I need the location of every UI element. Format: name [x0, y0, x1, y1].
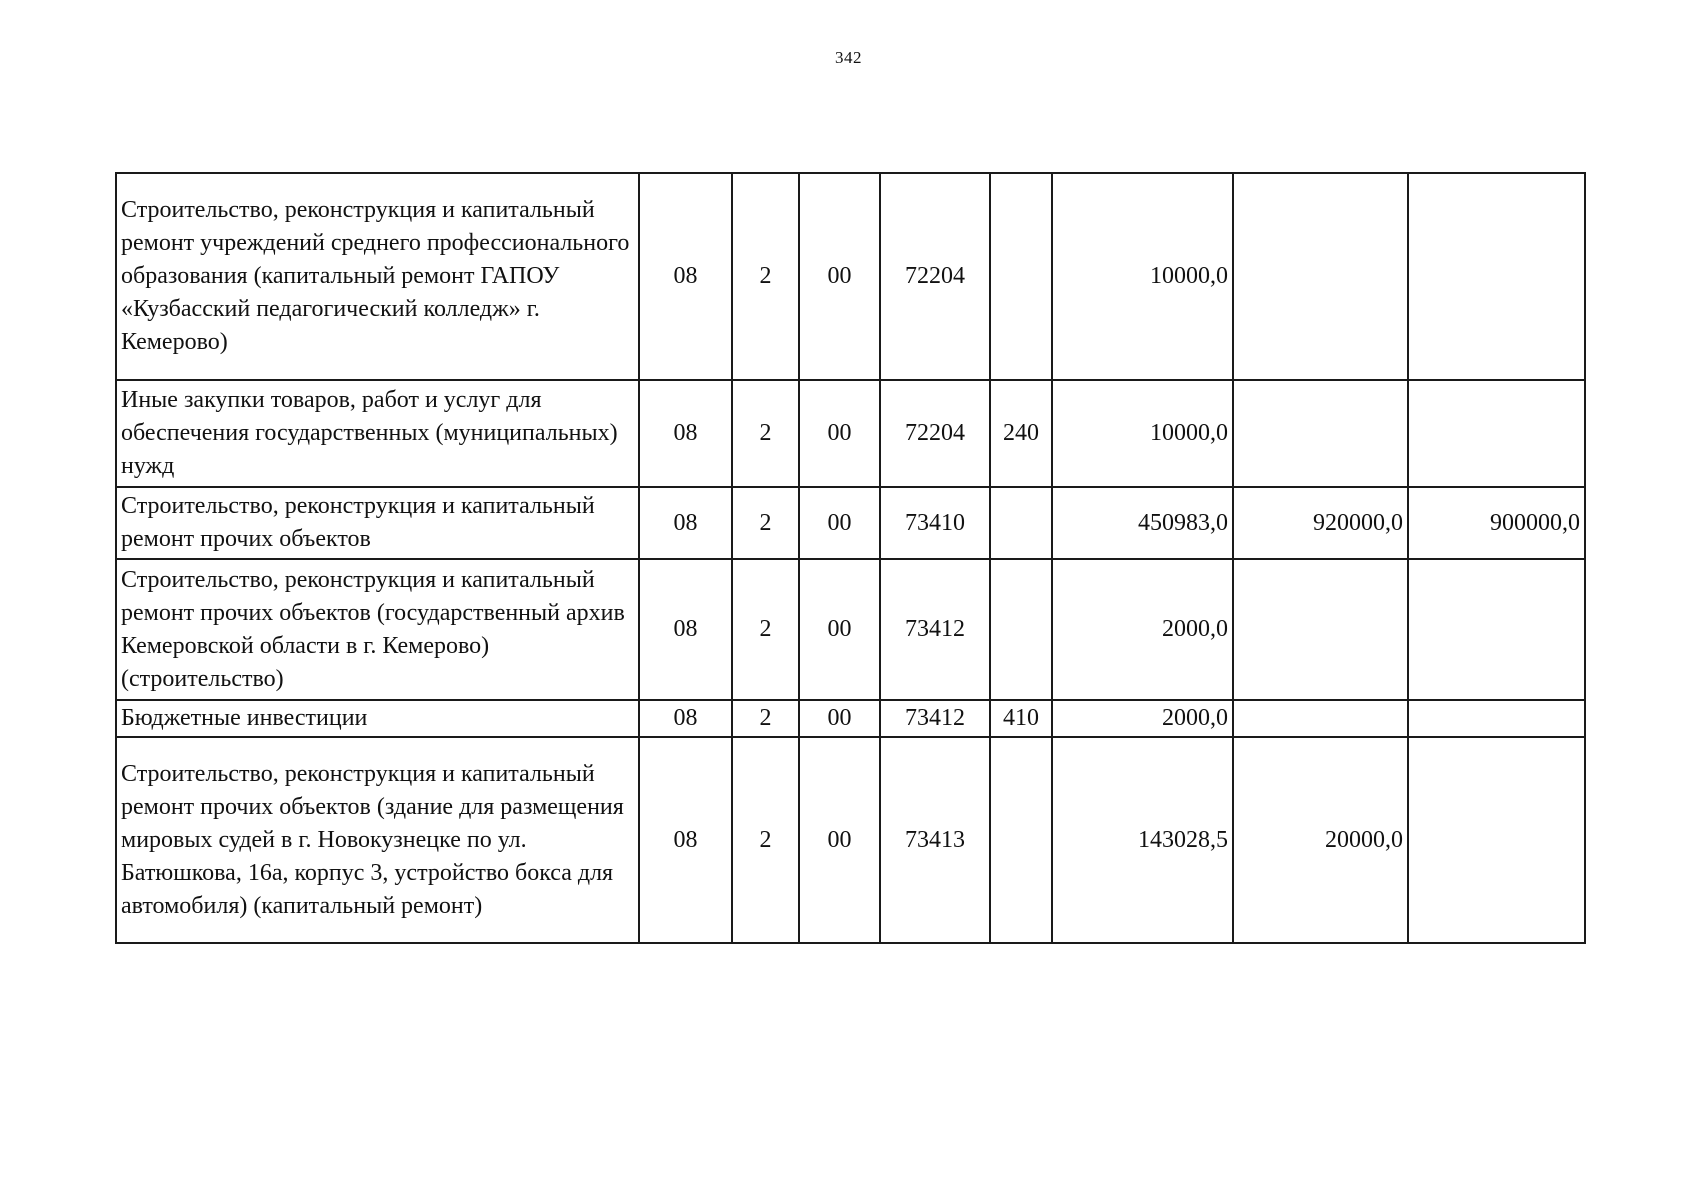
direction-code: 73412	[880, 700, 990, 737]
subprogram-code: 00	[799, 380, 880, 487]
section-code: 08	[639, 559, 732, 700]
amount-year-2	[1233, 559, 1408, 700]
row-name: Строительство, реконструкция и капитальный ремонт прочих объектов	[116, 487, 639, 559]
section-code: 08	[639, 173, 732, 380]
subprogram-code: 00	[799, 700, 880, 737]
program-code: 2	[732, 737, 799, 943]
row-name: Бюджетные инвестиции	[116, 700, 639, 737]
subprogram-code: 00	[799, 559, 880, 700]
direction-code: 72204	[880, 173, 990, 380]
direction-code: 73412	[880, 559, 990, 700]
subprogram-code: 00	[799, 173, 880, 380]
expense-type-code: 410	[990, 700, 1052, 737]
page-number: 342	[835, 48, 862, 67]
amount-year-1: 10000,0	[1052, 380, 1233, 487]
direction-code: 73410	[880, 487, 990, 559]
expense-type-code	[990, 173, 1052, 380]
amount-year-3: 900000,0	[1408, 487, 1585, 559]
table-row	[116, 737, 1585, 943]
amount-year-3	[1408, 700, 1585, 737]
expense-type-code: 240	[990, 380, 1052, 487]
direction-code: 72204	[880, 380, 990, 487]
direction-code: 73413	[880, 737, 990, 943]
section-code: 08	[639, 487, 732, 559]
table-row	[116, 487, 1585, 559]
amount-year-3	[1408, 559, 1585, 700]
section-code: 08	[639, 380, 732, 487]
amount-year-2	[1233, 173, 1408, 380]
amount-year-1: 2000,0	[1052, 559, 1233, 700]
amount-year-2	[1233, 380, 1408, 487]
amount-year-1: 450983,0	[1052, 487, 1233, 559]
expense-type-code	[990, 487, 1052, 559]
section-code: 08	[639, 700, 732, 737]
program-code: 2	[732, 559, 799, 700]
expense-type-code	[990, 737, 1052, 943]
amount-year-2: 920000,0	[1233, 487, 1408, 559]
row-name: Строительство, реконструкция и капитальный ремонт учреждений среднего профессионального образования (капитальный ремонт ГАПОУ «Кузбасский педагогический колледж» г. Кемерово)	[116, 173, 639, 380]
amount-year-2: 20000,0	[1233, 737, 1408, 943]
table-row	[116, 700, 1585, 737]
section-code: 08	[639, 737, 732, 943]
table-row	[116, 380, 1585, 487]
amount-year-1: 2000,0	[1052, 700, 1233, 737]
row-name: Строительство, реконструкция и капитальный ремонт прочих объектов (государственный архив Кемеровской области в г. Кемерово) (строительство)	[116, 559, 639, 700]
amount-year-3	[1408, 737, 1585, 943]
row-name: Строительство, реконструкция и капитальный ремонт прочих объектов (здание для размещения мировых судей в г. Новокузнецке по ул. Батюшкова, 16а, корпус 3, устройство бокса для автомобиля) (капитальный ремонт)	[116, 737, 639, 943]
amount-year-1: 10000,0	[1052, 173, 1233, 380]
program-code: 2	[732, 173, 799, 380]
amount-year-3	[1408, 380, 1585, 487]
amount-year-2	[1233, 700, 1408, 737]
program-code: 2	[732, 700, 799, 737]
subprogram-code: 00	[799, 737, 880, 943]
expense-type-code	[990, 559, 1052, 700]
amount-year-1: 143028,5	[1052, 737, 1233, 943]
table-row	[116, 559, 1585, 700]
budget-table	[115, 172, 1586, 944]
table-row	[116, 173, 1585, 380]
program-code: 2	[732, 380, 799, 487]
row-name: Иные закупки товаров, работ и услуг для обеспечения государственных (муниципальных) нужд	[116, 380, 639, 487]
program-code: 2	[732, 487, 799, 559]
amount-year-3	[1408, 173, 1585, 380]
subprogram-code: 00	[799, 487, 880, 559]
